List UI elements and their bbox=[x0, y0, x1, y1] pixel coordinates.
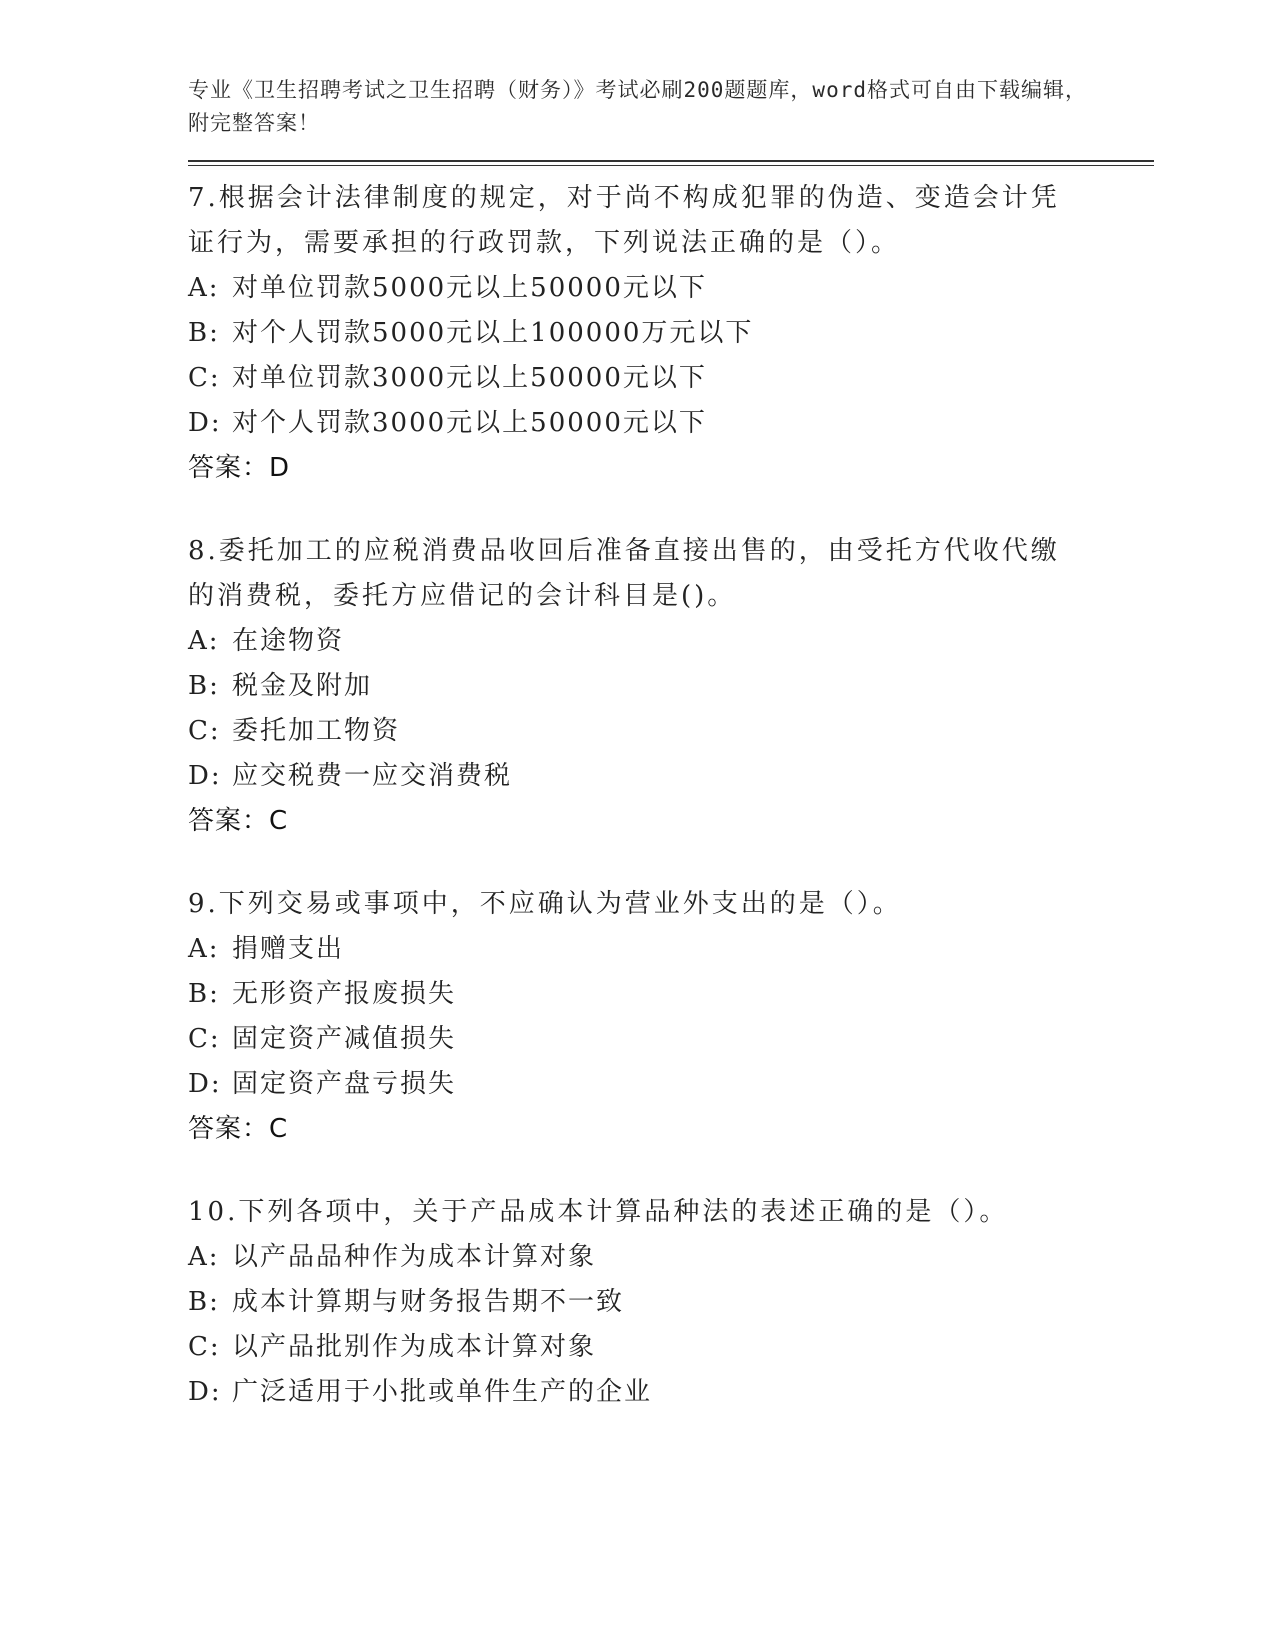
option-key: C: bbox=[188, 1024, 221, 1054]
option-c bbox=[188, 1325, 1158, 1370]
question-text: 10.下列各项中，关于产品成本计算品种法的表述正确的是（）。 bbox=[188, 1197, 1009, 1227]
option-text: 委托加工物资 bbox=[232, 716, 401, 746]
option-text: 对个人罚款3000元以上50000元以下 bbox=[232, 408, 707, 438]
option-key: D: bbox=[188, 408, 222, 438]
option-key: D: bbox=[188, 761, 222, 791]
option-key: D: bbox=[188, 1377, 222, 1407]
option-text: 对单位罚款5000元以上50000元以下 bbox=[232, 273, 707, 303]
option-d bbox=[188, 1370, 1158, 1415]
question-text: 7.根据会计法律制度的规定，对于尚不构成犯罪的伪造、变造会计凭证行为，需要承担的行政罚款，下列说法正确的是（）。 bbox=[188, 183, 1060, 258]
option-b bbox=[188, 311, 1158, 356]
option-key: C: bbox=[188, 363, 221, 393]
option-a bbox=[188, 927, 1158, 972]
header-divider bbox=[188, 160, 1154, 166]
option-key: D: bbox=[188, 1069, 222, 1099]
option-key: C: bbox=[188, 1332, 221, 1362]
question-9 bbox=[188, 882, 1158, 1152]
answer-line: 答案：D bbox=[188, 453, 291, 483]
option-text: 以产品批别作为成本计算对象 bbox=[232, 1332, 597, 1362]
question-text: 8.委托加工的应税消费品收回后准备直接出售的，由受托方代收代缴的消费税，委托方应借记的会计科目是()。 bbox=[188, 536, 1060, 611]
option-c bbox=[188, 1017, 1158, 1062]
answer-line: 答案：C bbox=[188, 1114, 289, 1144]
option-key: A: bbox=[188, 626, 220, 656]
option-text: 以产品品种作为成本计算对象 bbox=[232, 1242, 597, 1272]
option-key: A: bbox=[188, 1242, 220, 1272]
option-text: 在途物资 bbox=[232, 626, 345, 656]
answer-line: 答案：C bbox=[188, 806, 289, 836]
option-text: 税金及附加 bbox=[232, 671, 373, 701]
document-page bbox=[188, 74, 1158, 1415]
option-text: 广泛适用于小批或单件生产的企业 bbox=[232, 1377, 653, 1407]
option-key: C: bbox=[188, 716, 221, 746]
question-7 bbox=[188, 176, 1158, 491]
option-b bbox=[188, 972, 1158, 1017]
option-text: 对个人罚款5000元以上100000万元以下 bbox=[232, 318, 754, 348]
option-key: B: bbox=[188, 318, 220, 348]
option-a bbox=[188, 1235, 1158, 1280]
option-text: 捐赠支出 bbox=[232, 934, 345, 964]
option-text: 固定资产盘亏损失 bbox=[232, 1069, 457, 1099]
option-d bbox=[188, 1062, 1158, 1107]
option-key: A: bbox=[188, 273, 220, 303]
option-c bbox=[188, 356, 1158, 401]
option-text: 固定资产减值损失 bbox=[232, 1024, 457, 1054]
question-10 bbox=[188, 1190, 1158, 1415]
question-text: 9.下列交易或事项中，不应确认为营业外支出的是（）。 bbox=[188, 889, 902, 919]
option-a bbox=[188, 266, 1158, 311]
option-key: B: bbox=[188, 1287, 220, 1317]
option-text: 应交税费一应交消费税 bbox=[232, 761, 513, 791]
option-a bbox=[188, 619, 1158, 664]
document-header: 专业《卫生招聘考试之卫生招聘（财务）》考试必刷200题题库，word格式可自由下载编辑，附完整答案！ bbox=[188, 78, 1087, 135]
option-key: B: bbox=[188, 979, 220, 1009]
option-key: B: bbox=[188, 671, 220, 701]
question-8 bbox=[188, 529, 1158, 844]
option-text: 对单位罚款3000元以上50000元以下 bbox=[232, 363, 707, 393]
option-c bbox=[188, 709, 1158, 754]
option-b bbox=[188, 664, 1158, 709]
option-key: A: bbox=[188, 934, 220, 964]
option-text: 成本计算期与财务报告期不一致 bbox=[232, 1287, 625, 1317]
option-d bbox=[188, 754, 1158, 799]
option-b bbox=[188, 1280, 1158, 1325]
option-text: 无形资产报废损失 bbox=[232, 979, 457, 1009]
option-d bbox=[188, 401, 1158, 446]
